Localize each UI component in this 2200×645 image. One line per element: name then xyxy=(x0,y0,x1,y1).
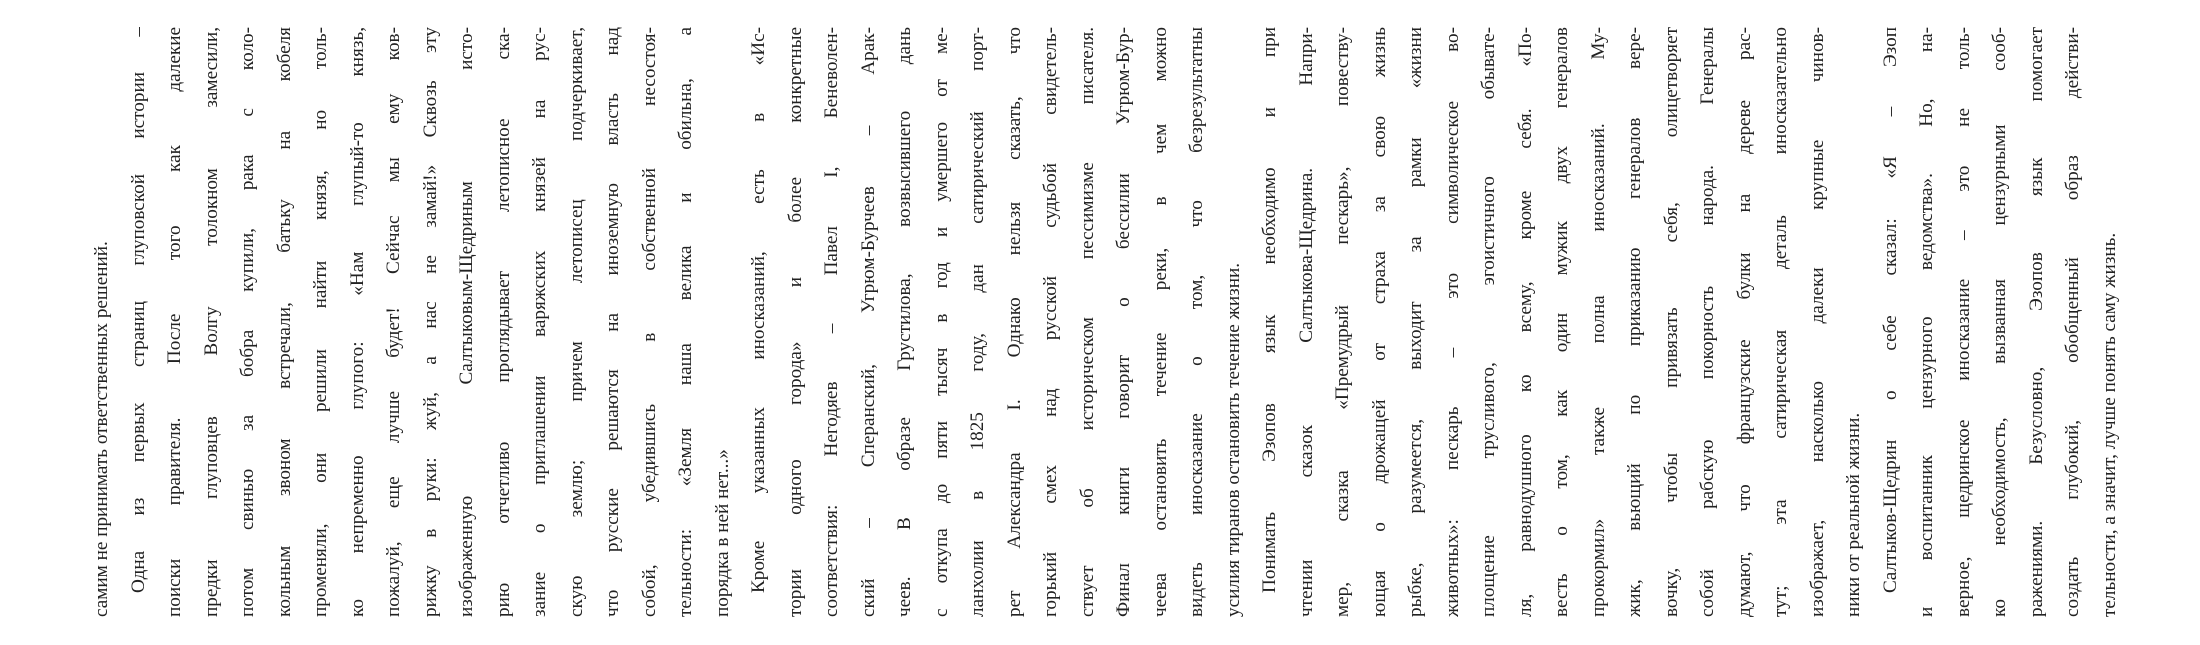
text-line: рет Александра I. Однако нельзя сказать, что xyxy=(1003,27,1025,617)
text-line: ражениями. Безусловно, Эзопов язык помогает xyxy=(2025,27,2047,617)
text-line: потом свинью за бобра купили, рака с коло- xyxy=(237,27,258,617)
text-line: с откупа до пяти тысяч в год и умершего от ме- xyxy=(930,27,952,617)
text-line: Кроме указанных иносказаний, есть в «Ис- xyxy=(748,27,769,593)
text-line: тельности: «Земля наша велика и обильна, а xyxy=(675,27,696,617)
text-line: променяли, они решили найти князя, но толь- xyxy=(310,27,331,617)
text-line: площение трусливого, эгоистичного обывате- xyxy=(1478,27,1499,617)
text-line: тут; эта сатирическая деталь иносказательно xyxy=(1770,27,1791,617)
text-line: зание о приглашении варяжских князей на рус- xyxy=(529,27,550,617)
text-line: ствует об историческом пессимизме писателя. xyxy=(1076,27,1098,617)
text-line: чеева остановить течение реки, в чем можно xyxy=(1149,27,1171,617)
text-line: тельности, а значит, лучше понять саму жизнь. xyxy=(2098,232,2120,617)
text-line: мер, сказка «Премудрый пескарь», повеству- xyxy=(1332,27,1353,617)
text-line: рижку в руки: жуй, а нас не замай!» Сквозь эту xyxy=(419,27,441,617)
text-line: усилия тиранов остановить течение жизни. xyxy=(1222,262,1244,617)
text-line: рыбке, разумеется, выходит за рамки «жизни xyxy=(1405,27,1426,617)
text-line: Финал книги говорит о бессилии Угрюм-Бур- xyxy=(1113,27,1134,617)
text-line: Салтыков-Щедрин о себе сказал: «Я – Эзоп xyxy=(1879,27,1901,593)
text-line: прокормил» также полна иносказаний. Му- xyxy=(1587,27,1609,617)
text-line: вочку, чтобы привязать себя, олицетворяет xyxy=(1660,27,1682,617)
text-line: собой, убедившись в собственной несостоя- xyxy=(638,27,660,617)
text-line: чеев. В образе Грустилова, возвысившего дань xyxy=(894,27,915,617)
text-line: изображает, насколько далеки крупные чинов- xyxy=(1806,27,1828,617)
text-line: видеть иносказание о том, что безрезультатны xyxy=(1186,27,1207,617)
text-line: что русские решаются на иноземную власть над xyxy=(602,27,623,617)
text-line: пожалуй, еще лучше будет! Сейчас мы ему ков- xyxy=(383,27,404,617)
text-line: ланхолии в 1825 году, дан сатирический порт- xyxy=(967,27,988,617)
text-line: создать глубокий, обобщенный образ действи- xyxy=(2062,27,2083,617)
text-line: ники от реальной жизни. xyxy=(1843,412,1864,617)
text-line: предки глуповцев Волгу толокном замесили, xyxy=(200,27,222,617)
text-line: ко необходимость, вызванная цензурными сооб- xyxy=(1989,27,2010,617)
text-line: кольным звоном встречали, батьку на кобеля xyxy=(273,27,295,617)
text-line: ля, равнодушного ко всему, кроме себя. «По- xyxy=(1514,27,1536,617)
text-line: собой рабскую покорность народа. Генералы xyxy=(1697,27,1718,617)
text-line: и воспитанник цензурного ведомства». Но, на- xyxy=(1916,27,1937,617)
text-line: поиски правителя. После того как далекие xyxy=(164,27,185,617)
text-line: изображенную Салтыковым-Щедриным исто- xyxy=(456,27,477,617)
text-line: горький смех над русской судьбой свидетель- xyxy=(1040,27,1061,617)
text-line: животных»: пескарь – это символическое во- xyxy=(1441,27,1463,617)
page-text xyxy=(70,27,2130,617)
text-line: весть о том, как один мужик двух генералов xyxy=(1551,27,1572,617)
text-line: ющая о дрожащей от страха за свою жизнь xyxy=(1368,27,1390,617)
text-line: ский – Сперанский, Угрюм-Бурчеев – Арак- xyxy=(857,27,879,617)
text-line: рию отчетливо проглядывает летописное ска- xyxy=(492,27,514,617)
text-line: чтении сказок Салтыкова-Щедрина. Напри- xyxy=(1295,27,1317,617)
text-line: тории одного города» и более конкретные xyxy=(784,27,806,617)
rotated-text-block xyxy=(70,27,2130,617)
text-line: скую землю; причем летописец подчеркивает, xyxy=(565,27,587,617)
text-line: соответствия: Негодяев – Павел I, Беневолен- xyxy=(821,27,842,617)
text-line: самим не принимать ответственных решений. xyxy=(91,241,112,617)
text-line: жик, вьющий по приказанию генералов вере- xyxy=(1624,27,1645,617)
text-line: ко непременно глупого: «Нам глупый-то князь, xyxy=(346,27,368,617)
text-line: Понимать Эзопов язык необходимо и при xyxy=(1259,27,1280,593)
text-line: порядка в ней нет...» xyxy=(711,449,733,617)
text-line: думают, что французские булки на дереве рас- xyxy=(1733,27,1755,617)
text-line: верное, щедринское иносказание – это не толь- xyxy=(1952,27,1974,617)
text-line: Одна из первых страниц глуповской истории – xyxy=(127,27,149,593)
